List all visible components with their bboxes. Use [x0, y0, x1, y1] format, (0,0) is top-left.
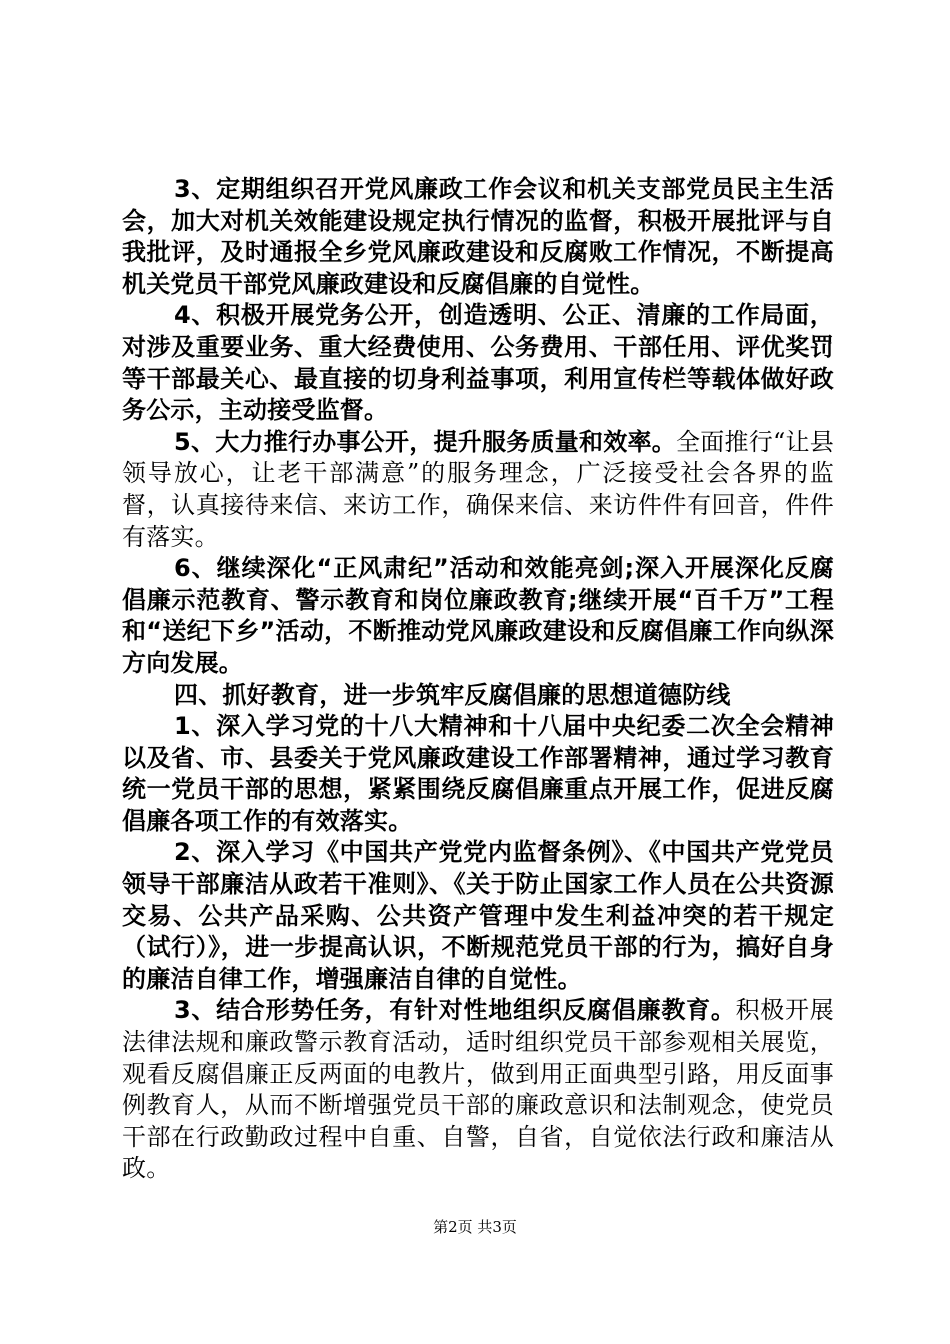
paragraph-text: 1、深入学习党的十八大精神和十八届中央纪委二次全会精神以及省、市、县委关于党风廉政建设工作部署精神，通过学习教育统一党员干部的思想，紧紧围绕反腐倡廉重点开展工作，促进反腐倡廉各项工作的有效落实。	[122, 712, 834, 835]
paragraph-text-light: 积极开展法律法规和廉政警示教育活动，适时组织党员干部参观相关展览，观看反腐倡廉正反两面的电教片，做到用正面典型引路，用反面事例教育人，从而不断增强党员干部的廉政意识和法制观念，使党员干部在行政勤政过程中自重、自警，自省，自觉依法行政和廉洁从政。	[122, 996, 834, 1183]
paragraph-text-light: 全面推行“让县领导放心，让老干部满意”的服务理念，广泛接受社会各界的监督，认真接待来信、来访工作，确保来信、来访件件有回音，件件有落实。	[122, 427, 835, 551]
paragraph-3	[122, 427, 834, 553]
paragraph-6	[122, 711, 834, 837]
page-number-label: 第2页 共3页	[433, 1218, 517, 1236]
paragraph-text: 6、继续深化“正风肃纪”活动和效能亮剑;深入开展深化反腐倡廉示范教育、警示教育和岗位廉政教育;继续开展“百千万”工程和“送纪下乡”活动，不断推动党风廉政建设和反腐倡廉工作向纵深方向发展。	[122, 554, 834, 677]
paragraph-text: 5、大力推行办事公开，提升服务质量和效率。	[174, 427, 677, 456]
paragraph-8	[122, 995, 834, 1185]
page-footer	[0, 1216, 950, 1237]
paragraph-text: 2、深入学习《中国共产党党内监督条例》、《中国共产党党员领导干部廉洁从政若干准则》、《关于防止国家工作人员在公共资源交易、公共产品采购、公共资产管理中发生利益冲突的若干规定（试行）》，进一步提高认识，不断规范党员干部的行为，搞好自身的廉洁自律工作，增强廉洁自律的自觉性。	[122, 838, 834, 993]
paragraph-text: 4、积极开展党务公开，创造透明、公正、清廉的工作局面，对涉及重要业务、重大经费使用、公务费用、干部任用、评优奖罚等干部最关心、最直接的切身利益事项，利用宣传栏等载体做好政务公示，主动接受监督。	[122, 301, 834, 425]
paragraph-4	[122, 553, 834, 679]
paragraph-text: 3、结合形势任务，有针对性地组织反腐倡廉教育。	[174, 996, 736, 1025]
document-body	[122, 174, 834, 1185]
paragraph-7	[122, 837, 834, 995]
section-heading	[122, 680, 834, 712]
paragraph-text: 3、定期组织召开党风廉政工作会议和机关支部党员民主生活会，加大对机关效能建设规定执行情况的监督，积极开展批评与自我批评，及时通报全乡党风廉政建设和反腐败工作情况，不断提高机关党员干部党风廉政建设和反腐倡廉的自觉性。	[122, 175, 834, 298]
paragraph-1	[122, 174, 834, 300]
paragraph-2	[122, 300, 834, 426]
heading-text: 四、抓好教育，进一步筑牢反腐倡廉的思想道德防线	[174, 680, 731, 709]
